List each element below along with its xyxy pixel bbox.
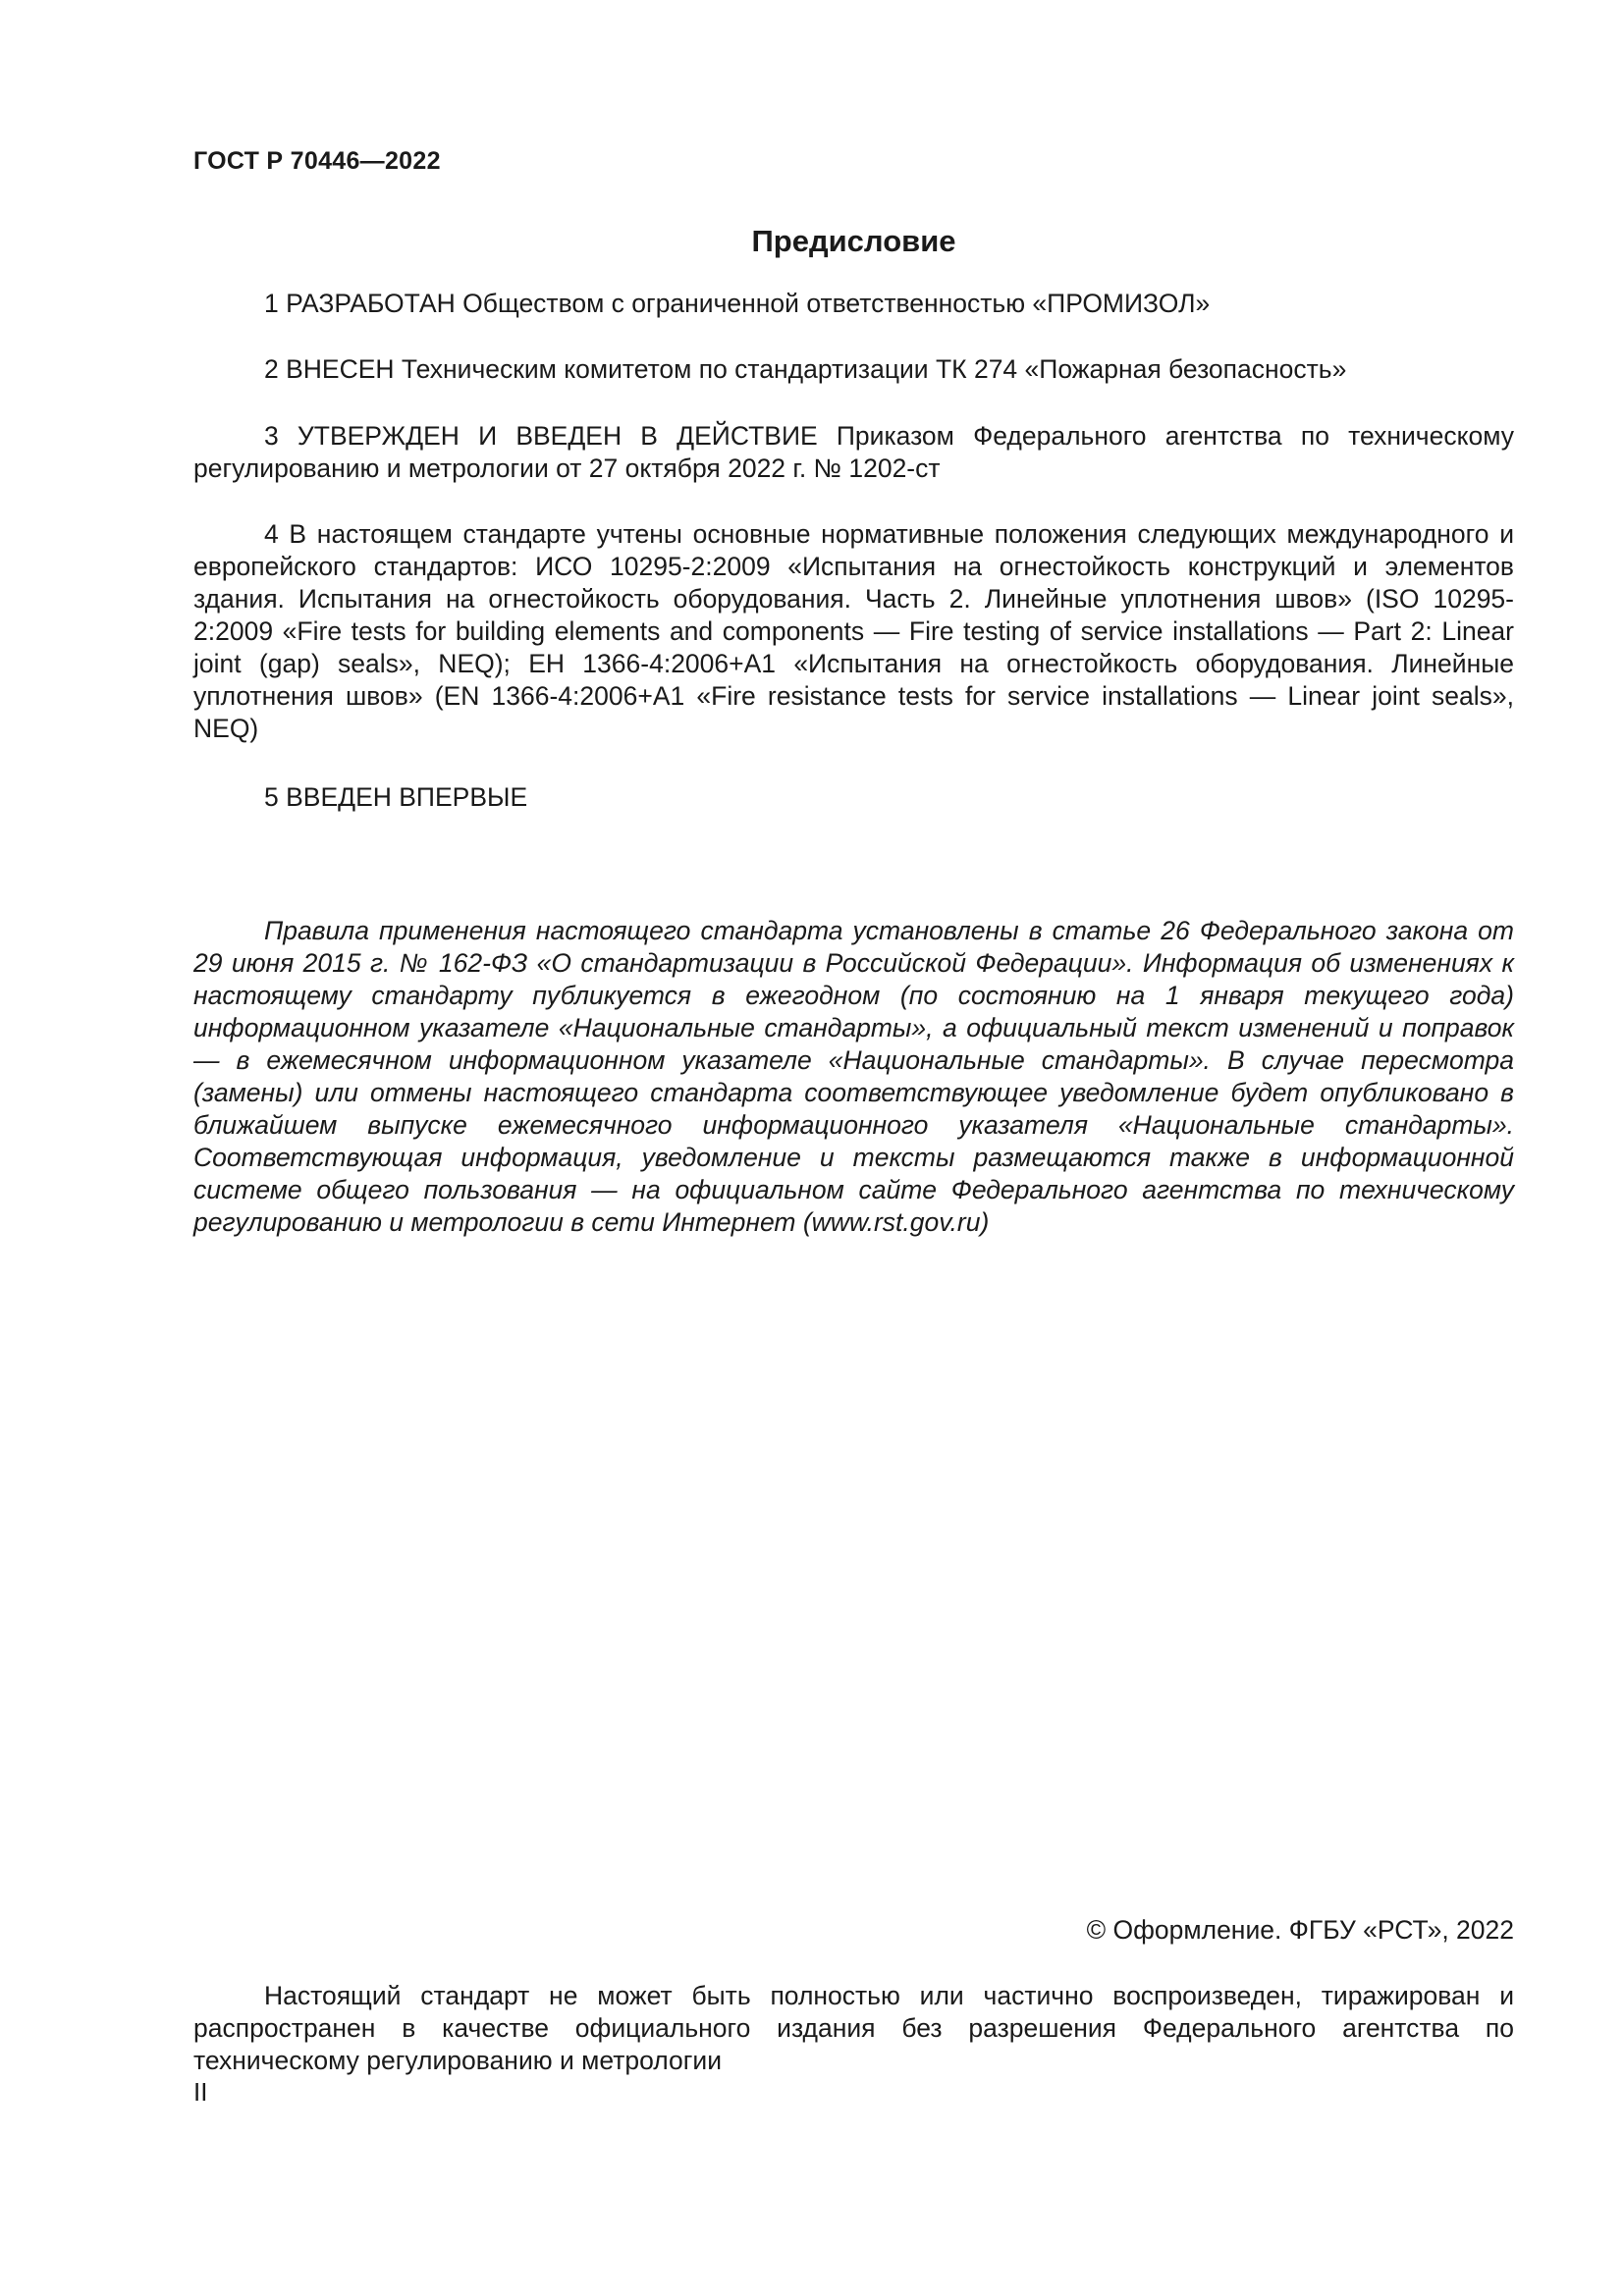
copyright: © Оформление. ФГБУ «РСТ», 2022 xyxy=(1086,1915,1514,1945)
rules-note: Правила применения настоящего стандарта установлены в статье 26 Федерального закона от 29 июня 2015 г. № 162-ФЗ «О стандартизации в Российской Федерации». Информация об изменениях к настоящему стандарту публикуется в ежегодном (по состоянию на 1 января текущего года) информационном указателе «Национальные стандарты», а официальный текст изменений и поправок — в ежемесячном информационном указателе «Национальные стандарты». В случае пересмотра (замены) или отмены настоящего стандарта соответствующее уведомление будет опубликовано в ближайшем выпуске ежемесячного информационного указателя «Национальные стандарты». Соответствующая информация, уведомление и тексты размещаются также в информационной системе общего пользования — на официальном сайте Федерального агентства по техническому регулированию и метрологии в сети Интернет (www.rst.gov.ru) xyxy=(193,916,1514,1237)
foreword-item-4: 4 В настоящем стандарте учтены основные нормативные положения следующих международного и европейского стандартов: ИСО 10295-2:2009 «Испытания на огнестойкость конструкций и элементов здания. Испытания на огнестойкость оборудования. Часть 2. Линейные уплотнения швов» (ISO 10295-2:2009 «Fire tests for building elements and components — Fire testing of service installations — Part 2: Linear joint (gap) seals», NEQ); ЕН 1366-4:2006+А1 «Испытания на огнестойкость оборудования. Линейные уплотнения швов» (EN 1366-4:2006+A1 «Fire resistance tests for service installations — Linear joint seals», NEQ) xyxy=(193,519,1514,743)
page-number: II xyxy=(193,2077,208,2107)
foreword-item-2: 2 ВНЕСЕН Техническим комитетом по стандартизации ТК 274 «Пожарная безопасность» xyxy=(264,354,1347,384)
document-number: ГОСТ Р 70446—2022 xyxy=(193,147,441,175)
foreword-item-3: 3 УТВЕРЖДЕН И ВВЕДЕН В ДЕЙСТВИЕ Приказом Федерального агентства по техническому регулированию и метрологии от 27 октября 2022 г. № 1202-ст xyxy=(193,421,1514,483)
page-title: Предисловие xyxy=(751,224,956,258)
reproduction-notice: Настоящий стандарт не может быть полностью или частично воспроизведен, тиражирован и распространен в качестве официального издания без разрешения Федерального агентства по техническому регулированию и метрологии xyxy=(193,1981,1514,2075)
foreword-item-5: 5 ВВЕДЕН ВПЕРВЫЕ xyxy=(264,782,528,812)
foreword-item-1: 1 РАЗРАБОТАН Обществом с ограниченной ответственностью «ПРОМИЗОЛ» xyxy=(264,289,1211,318)
